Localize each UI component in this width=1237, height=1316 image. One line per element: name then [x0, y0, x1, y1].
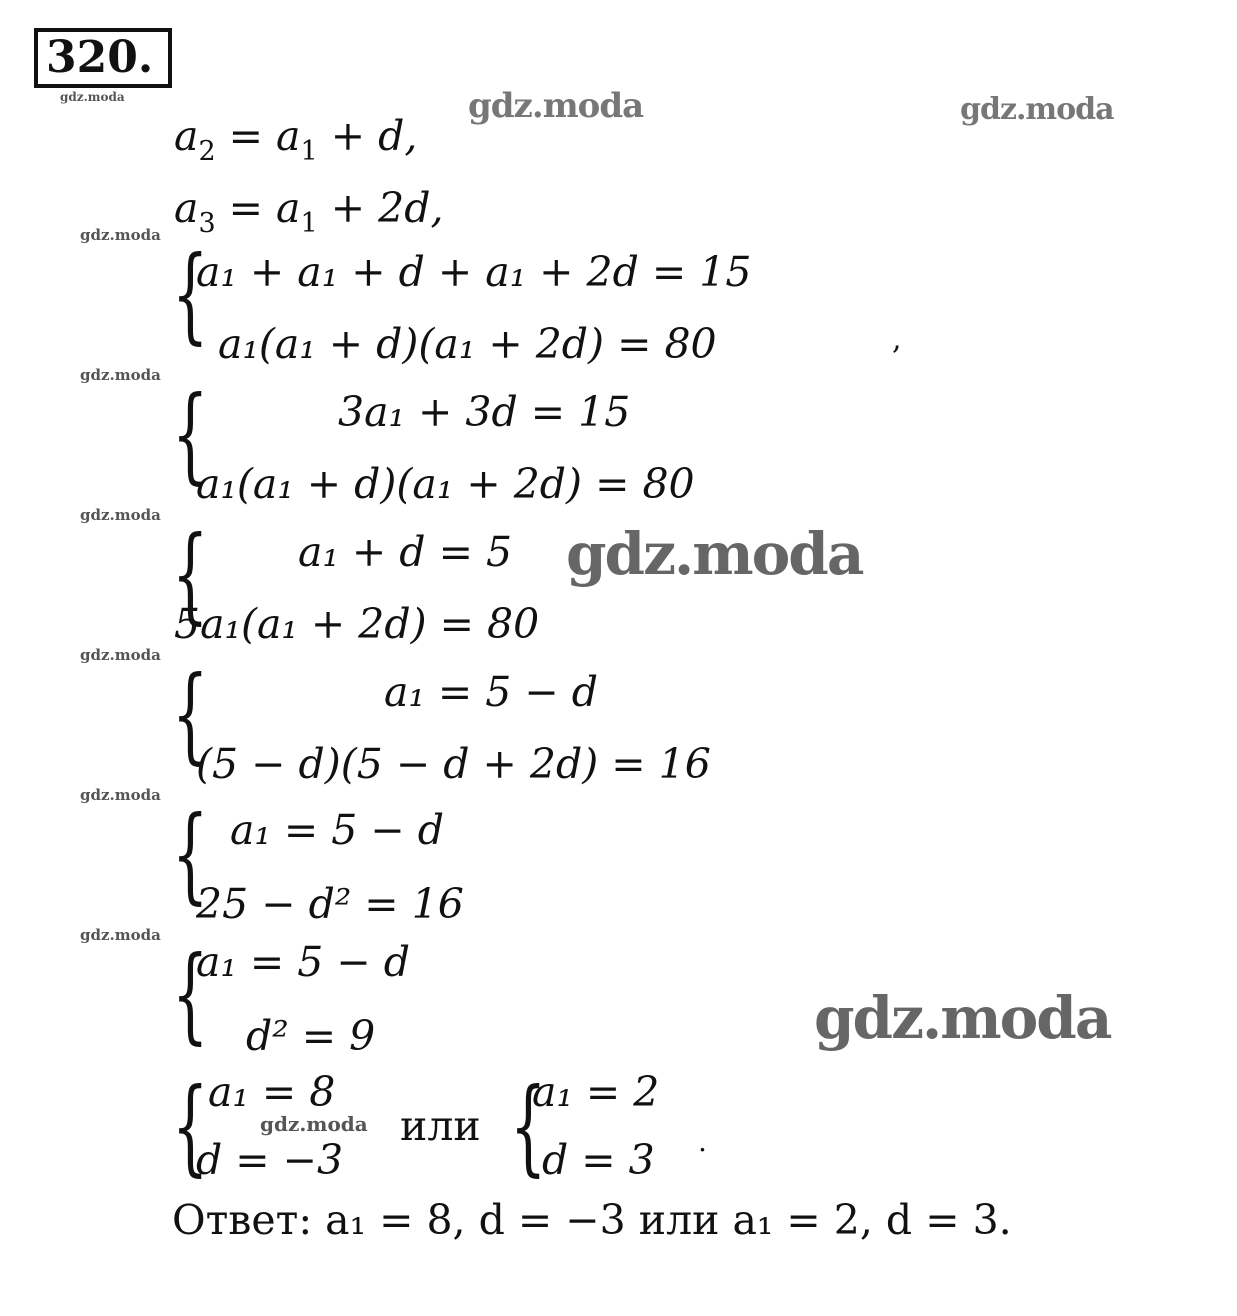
watermark: gdz.moda: [60, 90, 125, 104]
problem-number: 320.: [34, 28, 172, 88]
watermark: gdz.moda: [80, 366, 161, 384]
system-equation: a₁(a₁ + d)(a₁ + 2d) = 80: [218, 320, 717, 368]
system-equation: (5 − d)(5 − d + 2d) = 16: [196, 740, 711, 788]
system-brace: {: [172, 653, 209, 775]
system-brace: {: [172, 1065, 209, 1187]
watermark: gdz.moda: [80, 506, 161, 524]
watermark: gdz.moda: [260, 1112, 368, 1136]
comma: ,: [892, 322, 902, 357]
watermark: gdz.moda: [468, 86, 644, 126]
system-equation: 25 − d² = 16: [196, 880, 464, 928]
system-brace: {: [510, 1065, 547, 1187]
watermark: gdz.moda: [80, 646, 161, 664]
watermark: gdz.moda: [566, 520, 863, 588]
system-equation: 5a₁(a₁ + 2d) = 80: [174, 600, 540, 648]
answer-line: Ответ: a₁ = 8, d = −3 или a₁ = 2, d = 3.: [172, 1196, 1012, 1244]
watermark: gdz.moda: [80, 926, 161, 944]
watermark: gdz.moda: [80, 226, 161, 244]
system-equation: d = −3: [196, 1136, 344, 1184]
system-equation: 3a₁ + 3d = 15: [338, 388, 631, 436]
system-equation: a₁ + a₁ + d + a₁ + 2d = 15: [196, 248, 752, 296]
system-equation: a₁ = 8: [208, 1068, 336, 1116]
system-equation: a₁ = 5 − d: [384, 668, 599, 716]
system-brace: {: [172, 513, 209, 635]
system-brace: {: [172, 233, 209, 355]
system-brace: {: [172, 793, 209, 915]
equation-line: $a_3 = a_1 + 2d$,: [174, 184, 444, 239]
system-brace: {: [172, 933, 209, 1055]
watermark: gdz.moda: [80, 786, 161, 804]
system-equation: d² = 9: [246, 1012, 376, 1060]
watermark: gdz.moda: [814, 984, 1111, 1052]
system-brace: {: [172, 373, 209, 495]
equation-line: $a_2 = a_1 + d$,: [174, 112, 418, 167]
system-equation: a₁ = 2: [532, 1068, 660, 1116]
system-equation: a₁ = 5 − d: [196, 938, 411, 986]
watermark: gdz.moda: [960, 92, 1114, 127]
or-word: или: [400, 1102, 481, 1150]
system-equation: a₁ + d = 5: [298, 528, 513, 576]
period: .: [698, 1125, 707, 1158]
system-equation: a₁ = 5 − d: [230, 806, 445, 854]
system-equation: a₁(a₁ + d)(a₁ + 2d) = 80: [196, 460, 695, 508]
system-equation: d = 3: [542, 1136, 655, 1184]
